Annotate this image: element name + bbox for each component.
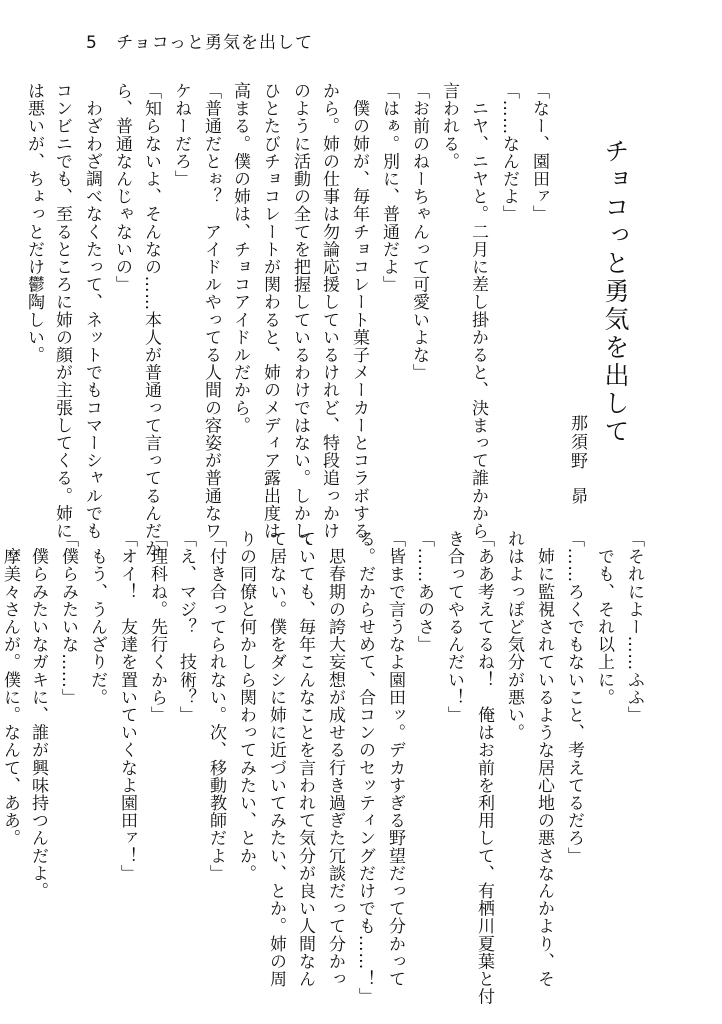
running-header <box>86 28 313 53</box>
text-line: ニヤ、ニヤと。二月に差し掛かると、決まって誰かから <box>468 82 488 540</box>
text-line: ケねーだろ」 <box>171 82 191 188</box>
text-line: 僕の姉が、毎年チョコレート菓子メーカーとコラボする <box>349 82 369 540</box>
text-line: わざわざ調べなくたって、ネットでもコマーシャルでも <box>82 82 102 540</box>
text-line: のように活動の全てを把握しているわけではない。しかし、 <box>290 82 310 558</box>
text-line: ら、普通なんじゃないの」 <box>112 82 132 294</box>
text-line: 「……あのさ」 <box>414 530 434 654</box>
author-family-name: 那須野 <box>567 414 587 471</box>
text-line: 「知らないよ、そんなの……本人が普通って言ってるんだか <box>141 82 161 558</box>
text-line: りの同僚と何かしら関わってみたい、とか。 <box>236 530 256 882</box>
author-name <box>568 414 585 506</box>
text-line: 「お前のねーちゃんって可愛いよな」 <box>409 82 429 382</box>
text-line: から。姉の仕事は勿論応援しているけれど、特段追っかけ <box>319 82 339 540</box>
text-line: もう、うんざりだ。 <box>87 530 107 706</box>
text-line: 高まる。僕の姉は、チョコアイドルだから。 <box>230 82 250 434</box>
text-line: 「付き合ってられない。次、移動教師だよ」 <box>206 530 226 882</box>
text-line: 「僕らみたいな……」 <box>58 530 78 706</box>
text-line: 「……なんだよ」 <box>499 82 519 223</box>
text-line: 「それによー……ふふ」 <box>624 530 644 724</box>
text-line: ていても、毎年こんなことを言われて気分が良い人間なん <box>295 530 315 988</box>
text-line: 僕らみたいなガキに、誰が興味持つんだよ。 <box>28 530 48 900</box>
text-line: れはよっぽど気分が悪い。 <box>504 530 524 742</box>
text-line: でも、それ以上に。 <box>594 530 614 706</box>
text-line: ひとたびチョコレートが関わると、姉のメディア露出度は <box>260 82 280 540</box>
text-line: 「オイ！ 友達を置いていくなよ園田ァ！」 <box>117 530 137 882</box>
text-line: 「ああ考えてるね！ 俺はお前を利用して、有栖川夏葉と付 <box>474 530 494 1006</box>
text-line: て居ない。僕をダシに姉に近づいてみたい、とか。姉の周 <box>266 530 286 988</box>
story-title: チョコっと勇気を出して <box>601 138 630 446</box>
running-title: チョコっと勇気を出して <box>116 33 314 53</box>
text-line: 思春期の誇大妄想が成せる行き過ぎた冗談だって分かっ <box>325 530 345 988</box>
text-line: る。だからせめて、合コンのセッティングだけでも……！」 <box>355 530 375 1006</box>
text-line: 摩美々さんが。僕に。なんて、ああ。 <box>0 530 20 847</box>
page-number: 5 <box>86 33 98 53</box>
text-line: 姉に監視されているような居心地の悪さなんかより、そ <box>534 530 554 988</box>
text-line: 「普通だとぉ？ アイドルやってる人間の容姿が普通なワ <box>201 82 221 540</box>
text-line: 「……ろくでもないこと、考えてるだろ」 <box>564 530 584 865</box>
text-line: 「え、マジ？ 技術？」 <box>176 530 196 724</box>
text-line: は悪いが、ちょっとだけ鬱陶しい。 <box>24 82 44 364</box>
text-line: 「皆まで言うなよ園田ッ。デカすぎる野望だって分かって <box>385 530 405 988</box>
text-line: 言われる。 <box>439 82 459 170</box>
text-line: 「はぁ。別に、普通だよ」 <box>379 82 399 294</box>
text-line: 「なー、園田ァ」 <box>529 82 549 223</box>
author-given-name: 昴 <box>567 487 587 506</box>
text-line: き合ってやるんだい！」 <box>444 530 464 724</box>
text-line: コンビニでも、至るところに姉の顔が主張してくる。姉に <box>52 82 72 540</box>
text-line: 「理科ね。先行くから」 <box>147 530 167 724</box>
